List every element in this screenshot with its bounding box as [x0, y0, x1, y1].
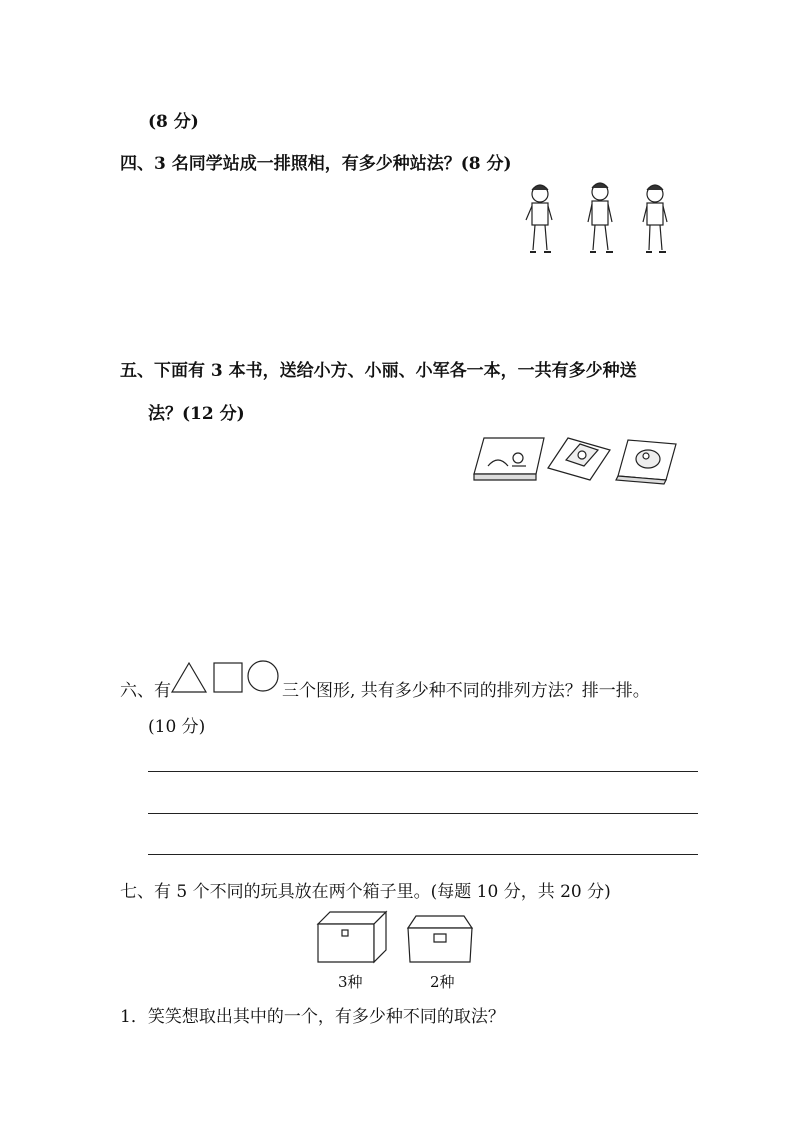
answer-line	[148, 771, 698, 772]
student-figure	[643, 185, 667, 252]
book-picture-icon	[548, 438, 610, 480]
square-icon	[214, 663, 242, 692]
students-illustration	[520, 180, 680, 260]
question-5-line2: 法？(12 分)	[148, 404, 245, 424]
question-5-line1: 五、下面有 3 本书，送给小方、小丽、小军各一本，一共有多少种送	[120, 361, 637, 381]
book-elephant-icon	[616, 440, 676, 484]
question-7-sub1: 1．笑笑想取出其中的一个，有多少种不同的取法？	[120, 1007, 505, 1027]
shapes-group	[170, 660, 282, 694]
box-2-label: 2种	[430, 973, 455, 991]
answer-line	[148, 854, 698, 855]
question-6-text: 三个图形, 共有多少种不同的排列方法？排一排。	[282, 681, 650, 701]
toy-boxes-illustration	[316, 910, 476, 968]
box-1-icon	[318, 912, 386, 962]
answer-line	[148, 813, 698, 814]
question-7-text: 七、有 5 个不同的玩具放在两个箱子里。(每题 10 分，共 20 分)	[120, 882, 611, 902]
student-figure	[526, 185, 552, 252]
triangle-icon	[172, 663, 206, 692]
box-2-icon	[408, 916, 472, 962]
book-landscape-icon	[474, 438, 544, 480]
circle-icon	[248, 661, 278, 691]
student-figure	[588, 183, 613, 252]
box-1-label: 3种	[338, 973, 363, 991]
question-6-prefix: 六、有	[120, 681, 171, 701]
books-illustration	[470, 434, 686, 486]
carryover-score: (8 分)	[148, 112, 199, 132]
question-6-score: (10 分)	[148, 717, 206, 737]
question-4-text: 四、3 名同学站成一排照相，有多少种站法？(8 分)	[120, 154, 512, 174]
